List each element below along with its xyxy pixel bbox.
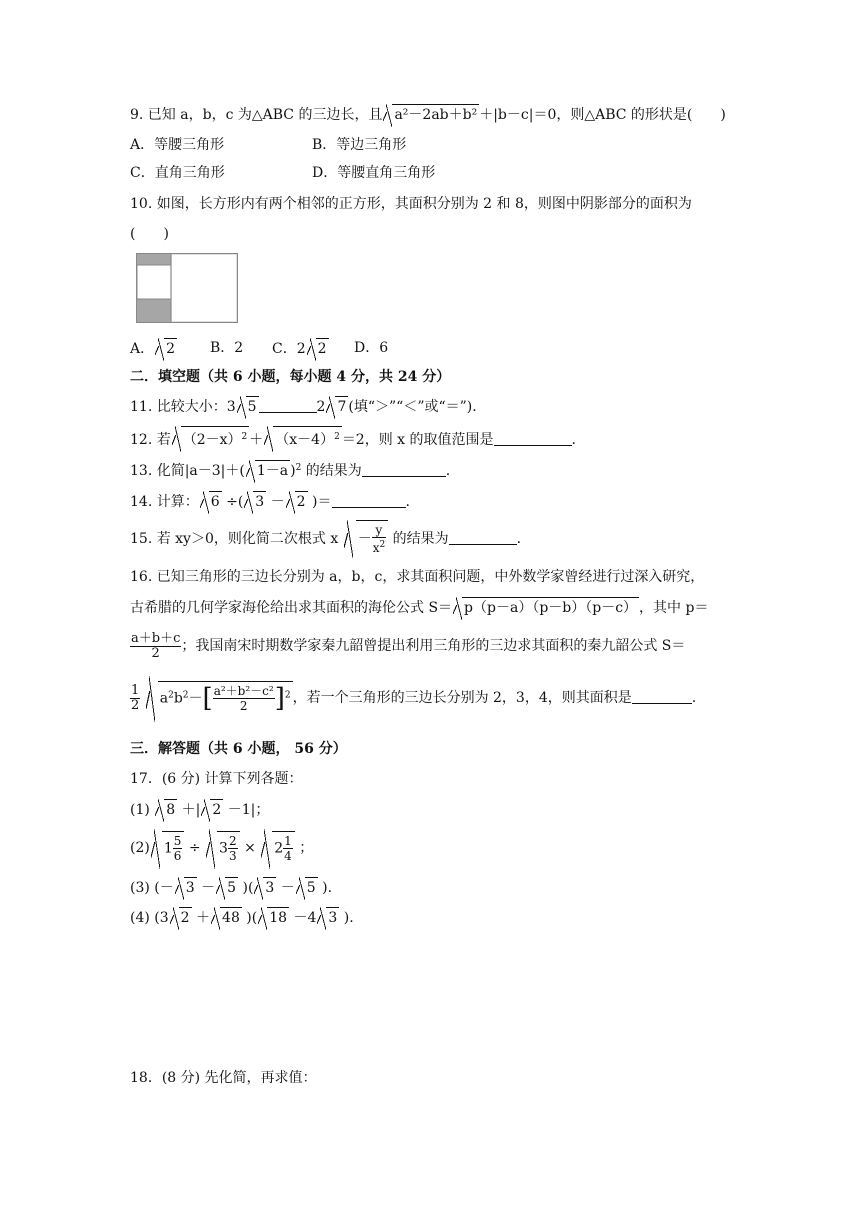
- q10-option-b: B．2: [210, 340, 244, 356]
- q16-half-fraction: [130, 684, 140, 713]
- q11-text: 11. 比较大小：3: [130, 399, 236, 415]
- q15-denominator: [372, 538, 387, 555]
- q9-radicand: a²－2ab＋b²: [392, 104, 479, 125]
- fraction-numerator: 2: [228, 833, 237, 848]
- q16-inner-fraction: [213, 684, 275, 713]
- sqrt-symbol: [155, 338, 177, 359]
- q11-coefficient: 2: [316, 399, 326, 415]
- section-2-title: 二．填空题（共 6 小题，每小题 4 分，共 24 分）: [130, 369, 451, 385]
- sqrt-symbol: [261, 829, 295, 867]
- mixed-fraction: [283, 834, 293, 863]
- q10-stem: 10. 如图，长方形内有两个相邻的正方形，其面积分别为 2 和 8，则图中阴影部分的面积为: [130, 196, 692, 212]
- q10-option-c-label: C．2: [272, 341, 306, 357]
- sqrt-symbol: [211, 907, 242, 928]
- sqrt-symbol: [151, 829, 185, 867]
- q17-p1-label: (1): [130, 802, 155, 818]
- q17-part2: [130, 829, 313, 867]
- q17-p3-label: (3) (－: [130, 880, 174, 896]
- q9-stem: [130, 104, 726, 125]
- answer-blank[interactable]: [259, 398, 317, 413]
- q14: [130, 491, 410, 512]
- mixed-fraction: [173, 834, 183, 863]
- q9-options-row2: [130, 163, 436, 183]
- sqrt-symbol: [264, 426, 342, 450]
- q15-denominator-base: x: [372, 541, 380, 555]
- q12-radicand-1: [181, 426, 250, 450]
- q17-p4-radicand-2: 48: [220, 907, 242, 928]
- q10-option-a-value: 2: [164, 338, 177, 359]
- q10-option-c: [272, 338, 329, 359]
- fraction-denominator: 3: [228, 848, 237, 863]
- q17-p2-radicand-1: [162, 831, 185, 863]
- q11: [130, 396, 477, 417]
- q10-figure: [136, 253, 238, 323]
- q15-fraction: [372, 523, 387, 555]
- q12-radicand-1-base: （2－x）: [182, 432, 242, 448]
- q16-minus: －: [188, 690, 203, 706]
- q13-exponent: 2: [295, 463, 302, 473]
- sqrt-symbol: [244, 491, 266, 512]
- answer-blank[interactable]: [332, 493, 406, 508]
- answer-blank[interactable]: [494, 431, 572, 446]
- sqrt-symbol: [296, 877, 318, 898]
- q15-radicand: [356, 520, 389, 555]
- sqrt-symbol: [175, 877, 197, 898]
- q15-text: 15. 若 xy＞0，则化简二次根式 x: [130, 531, 339, 547]
- q15-text-2: 的结果为: [388, 531, 449, 547]
- q14-end: .: [405, 494, 410, 510]
- sqrt-symbol: [286, 491, 308, 512]
- q9-option-a: A．等腰三角形: [130, 137, 225, 153]
- q10-options: [130, 338, 389, 359]
- q17-p1-end: －1|；: [223, 802, 270, 818]
- q10-option-a: A．: [130, 341, 155, 357]
- q17-p3-radicand-4: 5: [305, 877, 318, 898]
- q9-option-d: D．等腰直角三角形: [312, 165, 436, 181]
- q17-p3-end: ).: [317, 880, 333, 896]
- shaded-top: [137, 254, 171, 265]
- sqrt-symbol: [146, 676, 293, 720]
- q14-radicand-1: 6: [209, 491, 222, 512]
- fraction-numerator: 5: [173, 833, 182, 848]
- sqrt-symbol: [326, 396, 348, 417]
- fraction-numerator: 1: [284, 833, 292, 848]
- q9-option-c: C．直角三角形: [130, 165, 225, 181]
- q16-var-a: a: [159, 690, 169, 706]
- mixed-whole: 1: [163, 840, 173, 856]
- q14-radicand-2: 3: [253, 491, 266, 512]
- q16-line1: 16. 已知三角形的三边长分别为 a，b，c，求其面积问题，中外数学家曾经进行过深入研究，: [130, 569, 705, 585]
- sqrt-symbol: [383, 104, 479, 125]
- q14-equals: )＝: [307, 494, 332, 510]
- q12-exponent-1: 2: [241, 432, 248, 442]
- q17-p1-radicand-2: 2: [210, 799, 223, 820]
- sqrt-symbol: [216, 877, 238, 898]
- q15-exponent: 2: [379, 540, 386, 550]
- sqrt-symbol: [237, 396, 259, 417]
- q17-p2-radicand-2: [217, 831, 240, 863]
- q17-p4-plus: ＋: [191, 910, 211, 926]
- q16-inner-denominator: 2: [239, 698, 248, 713]
- sqrt-symbol: [246, 460, 290, 481]
- q17-p4-end: ).: [339, 910, 354, 926]
- q11-radicand-2: 7: [335, 396, 348, 417]
- q17-p4-minus: －4: [289, 910, 317, 926]
- q16-half-denominator: 2: [131, 697, 140, 713]
- q17-p3-minus-1: －: [196, 880, 216, 896]
- mixed-fraction: [228, 834, 238, 863]
- sqrt-symbol: [201, 799, 223, 820]
- q10-stem-paren: ( ): [130, 226, 169, 242]
- q15-numerator: y: [372, 523, 387, 538]
- section-3-title: 三．解答题（共 6 小题， 56 分）: [130, 741, 347, 757]
- q12-radicand-2-base: （x－4）: [275, 432, 335, 448]
- sqrt-symbol: [258, 907, 289, 928]
- q17-p4-radicand-3: 18: [267, 907, 289, 928]
- q17-p4-middle: )(: [241, 910, 258, 926]
- q15-negative: －: [357, 531, 372, 547]
- mixed-whole: 2: [274, 840, 284, 856]
- q17-p3-radicand-3: 3: [263, 877, 276, 898]
- q17-part4: [130, 907, 354, 928]
- sqrt-symbol: [170, 907, 192, 928]
- q14-minus: －: [266, 494, 285, 510]
- q17-p3-minus-2: －: [276, 880, 295, 896]
- sqrt-symbol: [344, 520, 389, 556]
- q12-plus: ＋: [249, 432, 264, 448]
- q16-p-text: ，其中 p＝: [639, 600, 709, 616]
- q10-option-d: D．6: [354, 340, 389, 356]
- sqrt-symbol: [172, 426, 250, 450]
- q13-text-2: 的结果为: [301, 463, 362, 479]
- q17-p2-label: (2): [130, 840, 150, 856]
- q17-part1: [130, 799, 269, 820]
- q14-text: 14. 计算：: [130, 494, 199, 510]
- q12-end: .: [571, 432, 576, 448]
- q16-end: .: [691, 690, 697, 706]
- q16-heron-text: 古希腊的几何学家海伦给出求其面积的海伦公式 S＝: [130, 600, 453, 616]
- q16-p-numerator: a＋b＋c: [131, 630, 181, 646]
- q14-divide: ÷(: [221, 494, 244, 510]
- q16-inner-numerator: a²＋b²－c²: [213, 683, 274, 698]
- q14-radicand-3: 2: [295, 491, 308, 512]
- q10-option-c-value: 2: [316, 338, 329, 359]
- fraction-denominator: 4: [284, 848, 292, 863]
- q17-title: 17．(6 分) 计算下列各题：: [130, 771, 303, 787]
- q17-p4-radicand-4: 3: [326, 907, 339, 928]
- q16-bracket-exponent: 2: [284, 690, 291, 700]
- sqrt-symbol: [307, 338, 329, 359]
- q11-radicand-1: 5: [246, 396, 259, 417]
- q16-var-b: b: [173, 690, 183, 706]
- q17-p1-plus: ＋|: [177, 802, 201, 818]
- answer-blank[interactable]: [449, 530, 517, 545]
- sqrt-symbol: [200, 491, 222, 512]
- q16-heron-radicand: p（p－a）（p－b）（p－c）: [462, 597, 639, 618]
- answer-blank[interactable]: [632, 689, 692, 704]
- q9-stem-end: ＋|b－c|＝0，则△ABC 的形状是( ): [479, 107, 726, 123]
- q15-end: .: [516, 531, 522, 547]
- q16-line3: [130, 627, 685, 665]
- q17-p2-divide: ÷: [188, 840, 201, 856]
- q17-p4-label: (4) (3: [130, 910, 169, 926]
- q11-end: (填“＞”“＜”或“＝”).: [348, 399, 477, 415]
- q17-p2-end: ；: [299, 840, 314, 856]
- sqrt-symbol: [206, 829, 240, 867]
- q16-exp-b: 2: [182, 690, 189, 700]
- sqrt-symbol: [254, 877, 276, 898]
- q9-stem-text: 9. 已知 a，b，c 为△ABC 的三边长，且: [130, 107, 383, 123]
- q17-p3-middle: )(: [238, 880, 254, 896]
- answer-blank[interactable]: [362, 462, 446, 477]
- q16-question-text: ，若一个三角形的三边长分别为 2，3，4，则其面积是: [292, 690, 632, 706]
- q12: [130, 426, 576, 450]
- fraction-denominator: 6: [173, 848, 182, 863]
- q16-line4: [130, 676, 696, 720]
- right-bracket: ]: [274, 683, 285, 713]
- sqrt-symbol: [317, 907, 339, 928]
- q16-exp-a: 2: [168, 690, 174, 700]
- q17-part3: [130, 877, 332, 898]
- q16-half-numerator: 1: [131, 682, 140, 698]
- sqrt-symbol: [155, 799, 177, 820]
- q17-p2-radicand-3: [272, 831, 295, 863]
- q12-exponent-2: 2: [334, 432, 340, 442]
- q17-p1-radicand-1: 8: [164, 799, 177, 820]
- q13-end: .: [445, 463, 451, 479]
- q16-p-fraction: [130, 632, 181, 661]
- left-bracket: [: [202, 683, 213, 713]
- q16-qin-text: ；我国南宋时期数学家秦九韶曾提出利用三角形的三边求其面积的秦九韶公式 S＝: [181, 638, 686, 654]
- q12-text-2: ＝2，则 x 的取值范围是: [341, 432, 494, 448]
- q13-close: ): [290, 463, 296, 479]
- q12-text: 12. 若: [130, 432, 171, 448]
- q17-p2-multiply: ×: [244, 840, 256, 856]
- q17-p3-radicand-1: 3: [184, 877, 197, 898]
- q13-text: 13. 化简|a－3|＋(: [130, 463, 245, 479]
- q16-qin-radicand: [158, 681, 293, 713]
- q9-options-row1: [130, 135, 407, 155]
- q16-line2: [130, 597, 708, 618]
- q12-radicand-2: [273, 426, 342, 450]
- q13-radicand: 1－a: [255, 460, 290, 481]
- sqrt-symbol: [453, 597, 639, 618]
- q18-title: 18．(8 分) 先化简，再求值：: [130, 1070, 317, 1086]
- q17-p4-radicand-1: 2: [179, 907, 192, 928]
- q9-option-b: B．等边三角形: [312, 137, 407, 153]
- shaded-bottom: [137, 299, 171, 322]
- mixed-whole: 3: [219, 840, 228, 856]
- q15: [130, 520, 521, 556]
- q16-p-denominator: 2: [151, 645, 160, 661]
- q17-p3-radicand-2: 5: [225, 877, 238, 898]
- q13: [130, 458, 450, 481]
